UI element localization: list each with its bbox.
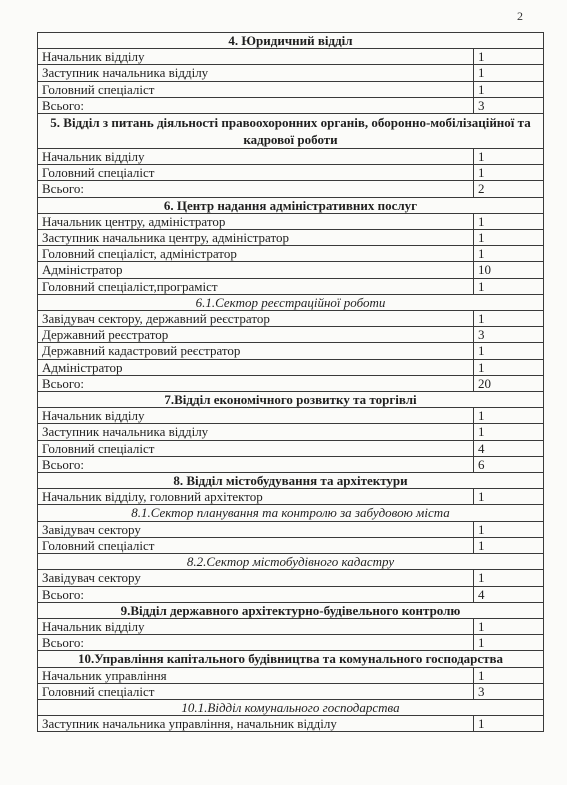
subsection-title: 8.2.Сектор містобудівного кадастру xyxy=(38,554,544,570)
staff-count: 6 xyxy=(474,456,544,472)
staff-count: 1 xyxy=(474,165,544,181)
staff-count: 1 xyxy=(474,49,544,65)
table-row xyxy=(38,327,544,343)
staff-count: 1 xyxy=(474,716,544,732)
position-label: Заступник начальника управління, начальник відділу xyxy=(38,716,474,732)
section-title: 9.Відділ державного архітектурно-будівельного контролю xyxy=(38,602,544,618)
table-row xyxy=(38,716,544,732)
section-header-row xyxy=(38,33,544,49)
position-label: Всього: xyxy=(38,586,474,602)
table-row xyxy=(38,489,544,505)
position-label: Начальник відділу xyxy=(38,149,474,165)
position-label: Заступник начальника відділу xyxy=(38,424,474,440)
staff-count: 1 xyxy=(474,230,544,246)
staff-count: 1 xyxy=(474,149,544,165)
table-row xyxy=(38,49,544,65)
table-row xyxy=(38,246,544,262)
subsection-header-row xyxy=(38,699,544,715)
table-row xyxy=(38,165,544,181)
position-label: Всього: xyxy=(38,456,474,472)
position-label: Начальник центру, адміністратор xyxy=(38,213,474,229)
section-title: 6. Центр надання адміністративних послуг xyxy=(38,197,544,213)
staff-count: 1 xyxy=(474,635,544,651)
section-header-row xyxy=(38,651,544,667)
position-label: Державний кадастровий реєстратор xyxy=(38,343,474,359)
position-label: Головний спеціаліст xyxy=(38,165,474,181)
subsection-title: 8.1.Сектор планування та контролю за забудовою міста xyxy=(38,505,544,521)
position-label: Адміністратор xyxy=(38,359,474,375)
table-row xyxy=(38,618,544,634)
staff-count: 1 xyxy=(474,521,544,537)
staff-count: 1 xyxy=(474,618,544,634)
position-label: Заступник начальника відділу xyxy=(38,65,474,81)
table-row xyxy=(38,97,544,113)
subsection-title: 10.1.Відділ комунального господарства xyxy=(38,699,544,715)
table-row xyxy=(38,278,544,294)
position-label: Головний спеціаліст,програміст xyxy=(38,278,474,294)
staff-count: 1 xyxy=(474,408,544,424)
staff-table xyxy=(37,32,544,732)
position-label: Головний спеціаліст, адміністратор xyxy=(38,246,474,262)
position-label: Начальник відділу xyxy=(38,49,474,65)
table-row xyxy=(38,667,544,683)
staff-count: 1 xyxy=(474,213,544,229)
table-row xyxy=(38,230,544,246)
table-row xyxy=(38,440,544,456)
table-row xyxy=(38,359,544,375)
position-label: Всього: xyxy=(38,181,474,197)
position-label: Всього: xyxy=(38,635,474,651)
position-label: Головний спеціаліст xyxy=(38,683,474,699)
table-row xyxy=(38,521,544,537)
table-row xyxy=(38,586,544,602)
section-header-row xyxy=(38,114,544,149)
position-label: Завідувач сектору, державний реєстратор xyxy=(38,311,474,327)
position-label: Завідувач сектору xyxy=(38,521,474,537)
staff-count: 1 xyxy=(474,81,544,97)
staff-count: 1 xyxy=(474,65,544,81)
subsection-header-row xyxy=(38,554,544,570)
table-row xyxy=(38,81,544,97)
staff-count: 1 xyxy=(474,667,544,683)
section-title: 8. Відділ містобудування та архітектури xyxy=(38,473,544,489)
staff-count: 4 xyxy=(474,586,544,602)
section-title: 5. Відділ з питань діяльності правоохоронних органів, оборонно-мобілізаційної та кадрової роботи xyxy=(38,114,544,149)
table-row xyxy=(38,683,544,699)
staff-count: 1 xyxy=(474,537,544,553)
staff-count: 3 xyxy=(474,683,544,699)
staff-count: 4 xyxy=(474,440,544,456)
staff-count: 2 xyxy=(474,181,544,197)
table-row xyxy=(38,149,544,165)
position-label: Начальник управління xyxy=(38,667,474,683)
section-title: 7.Відділ економічного розвитку та торгівлі xyxy=(38,392,544,408)
position-label: Всього: xyxy=(38,375,474,391)
table-row xyxy=(38,181,544,197)
table-row xyxy=(38,424,544,440)
staff-count: 1 xyxy=(474,489,544,505)
subsection-title: 6.1.Сектор реєстраційної роботи xyxy=(38,294,544,310)
staff-count: 10 xyxy=(474,262,544,278)
position-label: Начальник відділу xyxy=(38,618,474,634)
staff-count: 1 xyxy=(474,359,544,375)
staff-table-body xyxy=(38,33,544,732)
page-number: 2 xyxy=(517,9,523,23)
staff-count: 1 xyxy=(474,570,544,586)
table-row xyxy=(38,262,544,278)
position-label: Головний спеціаліст xyxy=(38,440,474,456)
position-label: Головний спеціаліст xyxy=(38,537,474,553)
staff-count: 3 xyxy=(474,327,544,343)
staff-count: 3 xyxy=(474,97,544,113)
section-header-row xyxy=(38,602,544,618)
position-label: Адміністратор xyxy=(38,262,474,278)
table-row xyxy=(38,456,544,472)
table-row xyxy=(38,570,544,586)
staff-count: 1 xyxy=(474,424,544,440)
staff-count: 1 xyxy=(474,246,544,262)
table-row xyxy=(38,343,544,359)
section-header-row xyxy=(38,197,544,213)
section-header-row xyxy=(38,473,544,489)
staff-count: 1 xyxy=(474,278,544,294)
table-row xyxy=(38,635,544,651)
table-row xyxy=(38,537,544,553)
table-row xyxy=(38,65,544,81)
section-title: 10.Управління капітального будівництва та комунального господарства xyxy=(38,651,544,667)
section-header-row xyxy=(38,392,544,408)
staff-count: 1 xyxy=(474,343,544,359)
table-row xyxy=(38,311,544,327)
table-row xyxy=(38,213,544,229)
staff-count: 20 xyxy=(474,375,544,391)
position-label: Завідувач сектору xyxy=(38,570,474,586)
position-label: Всього: xyxy=(38,97,474,113)
subsection-header-row xyxy=(38,505,544,521)
subsection-header-row xyxy=(38,294,544,310)
table-row xyxy=(38,408,544,424)
position-label: Державний реєстратор xyxy=(38,327,474,343)
position-label: Начальник відділу, головний архітектор xyxy=(38,489,474,505)
table-row xyxy=(38,375,544,391)
position-label: Заступник начальника центру, адміністратор xyxy=(38,230,474,246)
position-label: Начальник відділу xyxy=(38,408,474,424)
section-title: 4. Юридичний відділ xyxy=(38,33,544,49)
staff-count: 1 xyxy=(474,311,544,327)
position-label: Головний спеціаліст xyxy=(38,81,474,97)
